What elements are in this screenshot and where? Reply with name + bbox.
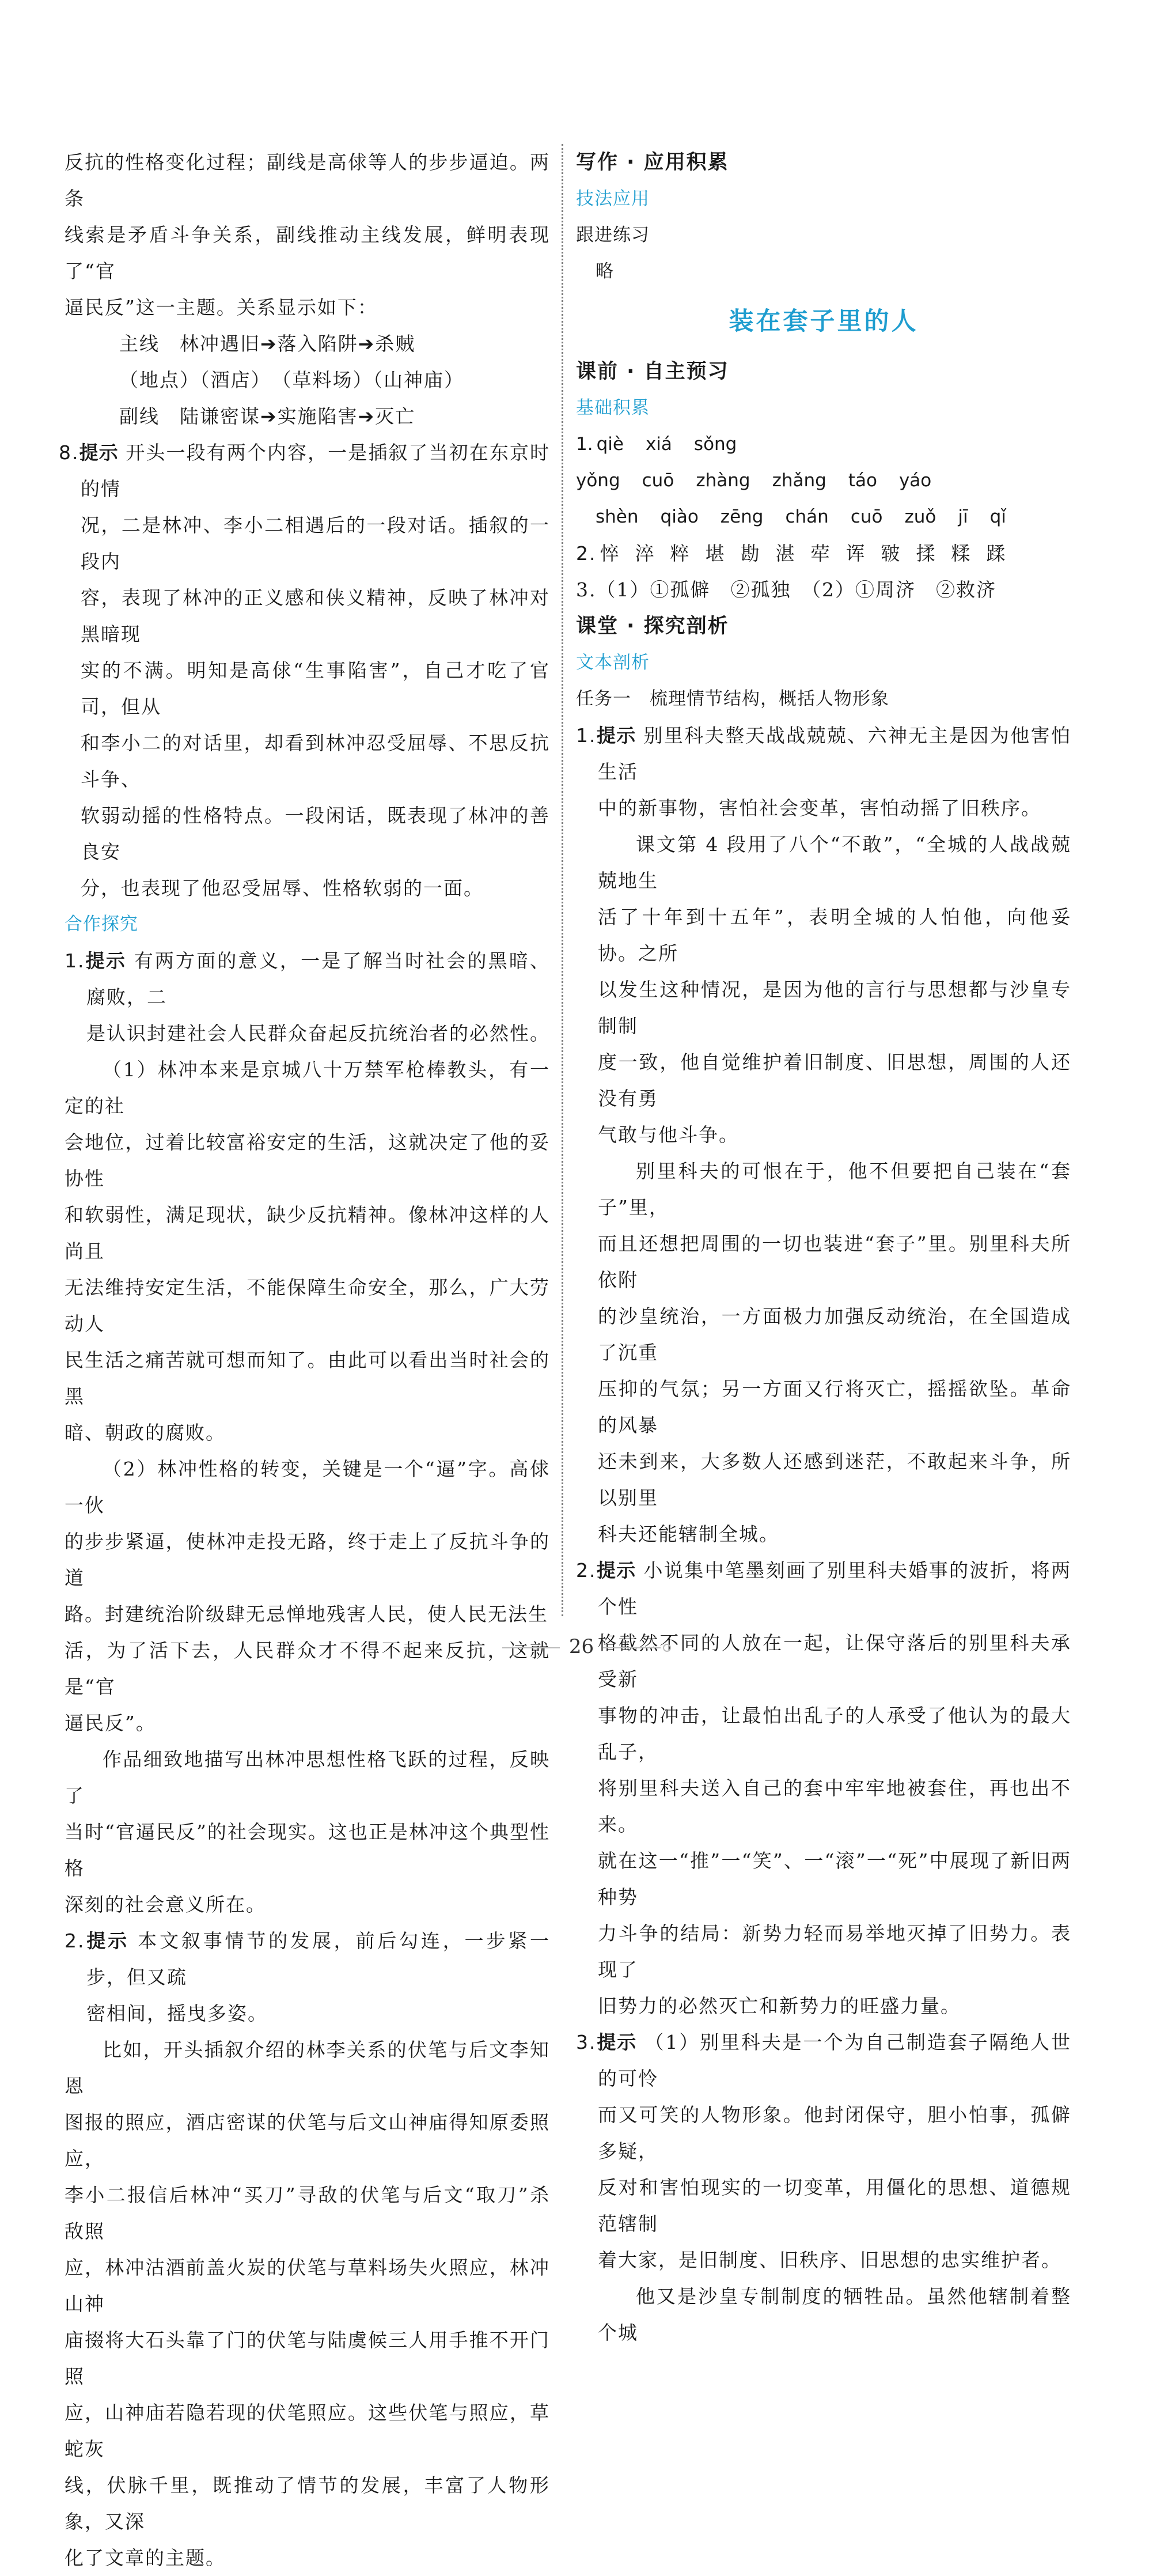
right-answer-2: 2.提示 小说集中笔墨刻画了别里科夫婚事的波折，将两个性 格截然不同的人放在一起，让保守落后的别里科夫承受新 事物的冲击，让最怕出乱子的人承受了他认为的最大乱子， 将别里科夫送入自己的套中牢牢地被套住，再也出不来。 就在这一“推”一“笑”、一“滚”一“死”中展现了新旧两种势 力斗争的结局：新势力轻而易举地灭掉了旧势力。表现了 旧势力的必然灭亡和新势力的旺盛力量。: [576, 1559, 1071, 2017]
heading-skill-application: 技法应用: [576, 188, 650, 209]
right-answer-3-part-1: 他又是沙皇专制制度的牺牲品。虽然他辖制着整个城: [598, 2285, 1071, 2344]
task-1: 任务一 梳理情节结构，概括人物形象: [576, 689, 889, 709]
column-divider: [562, 144, 563, 1616]
right-answer-1-part-1: 课文第 4 段用了八个“不敢”，“全城的人战战兢兢地生 活了十年到十五年”，表明全城的人怕他，向他妥协。之所 以发生这种情况，是因为他的言行与思想都与沙皇专制制 度一致，他自觉维护着旧制度、旧思想，周围的人还没有勇 气敢与他斗争。: [598, 833, 1071, 1146]
answer-1-part-1: （1）林冲本来是京城八十万禁军枪棒教头，有一定的社 会地位，过着比较富裕安定的生活，这就决定了他的妥协性 和软弱性，满足现状，缺少反抗精神。像林冲这样的人尚且 无法维持安定生活，不能保障生命安全，那么，广大劳动人 民生活之痛苦就可想而知了。由此可以看出当时社会的黑 暗、朝政的腐败。: [65, 1058, 550, 1444]
places-line: （地点）（酒店） （草料场）（山神庙）: [119, 369, 464, 391]
intro-paragraph: 反抗的性格变化过程；副线是高俅等人的步步逼迫。两条 线索是矛盾斗争关系，副线推动主线发展，鲜明表现了“官 逼民反”这一主题。关系显示如下：: [65, 151, 550, 319]
pinyin-row-2: shèn qiào zēng chán cuō zuǒ jī qǐ: [596, 506, 1006, 527]
follow-up-label: 跟进练习: [576, 225, 650, 245]
lesson-title: 装在套子里的人: [729, 307, 919, 336]
right-answer-1: 1.提示 别里科夫整天战战兢兢、六神无主是因为他害怕生活 中的新事物，害怕社会变革，害怕动摇了旧秩序。: [576, 724, 1071, 819]
pinyin-row-1: 1. qiè xiá sǒng yǒng cuō zhàng zhǎng táo yáo: [576, 434, 932, 491]
answer-1: 1.提示 有两方面的意义，一是了解当时社会的黑暗、腐败，二 是认识封建社会人民群众奋起反抗统治者的必然性。: [65, 950, 551, 1045]
page-footer: [0, 1635, 1164, 1658]
left-column: [59, 144, 551, 2576]
footer-rule-right: [603, 1647, 661, 1648]
page-number: 26: [568, 1635, 594, 1658]
answer-2-part-1: 比如，开头插叙介绍的林李关系的伏笔与后文李知恩 图报的照应，酒店密谋的伏笔与后文山神庙得知原委照应， 李小二报信后林冲“买刀”寻敌的伏笔与后文“取刀”杀敌照 应，林冲沽酒前盖火炭的伏笔与草料场失火照应，林冲山神 庙掇将大石头靠了门的伏笔与陆虞候三人用手推不开门照 应，山神庙若隐若现的伏笔照应。这些伏笔与照应，草蛇灰 线，伏脉千里，既推动了情节的发展，丰富了人物形象，又深 化了文章的主题。: [65, 2038, 550, 2569]
main-line: 主线 林冲遇旧➔落入陷阱➔杀贼: [119, 332, 416, 355]
footer-dot: [663, 1644, 671, 1652]
answer-1-part-2: （2）林冲性格的转变，关键是一个“逼”字。高俅一伙 的步步紧逼，使林冲走投无路，终于走上了反抗斗争的道 路。封建统治阶级肆无忌惮地残害人民，使人民无法生 活，为了活下去，人民群众才不得不起来反抗，这就是“官 逼民反”。: [65, 1458, 550, 1734]
answer-2: 2.提示 本文叙事情节的发展，前后勾连，一步紧一步，但又疏 密相间，摇曳多姿。: [65, 1930, 551, 2025]
answer-b3: 3.（1）①孤僻 ②孤独 （2）①周济 ②救济: [576, 578, 996, 601]
right-answer-1-part-2: 别里科夫的可恨在于，他不但要把自己装在“套子”里， 而且还想把周围的一切也装进“套子”里。别里科夫所依附 的沙皇统治，一方面极力加强反动统治，在全国造成了沉重 压抑的气氛；另一方面又行将灭亡，摇摇欲坠。革命的风暴 还未到来，大多数人还感到迷茫，不敢起来斗争，所以别里 科夫还能辖制全城。: [598, 1160, 1071, 1545]
right-answer-3: 3.提示 （1）别里科夫是一个为自己制造套子隔绝人世的可怜 而又可笑的人物形象。他封闭保守，胆小怕事，孤僻多疑， 反对和害怕现实的一切变革，用僵化的思想、道德规范辖制 着大家，是旧制度、旧秩序、旧思想的忠实维护者。: [576, 2031, 1071, 2271]
right-column: [576, 144, 1071, 2351]
section-class: 课堂 · 探究剖析: [576, 615, 729, 638]
answer-8: 8.提示 开头一段有两个内容，一是插叙了当初在东京时的情 况，二是林冲、李小二相遇后的一段对话。插叙的一段内 容，表现了林冲的正义感和侠义精神，反映了林冲对黑暗现 实的不满。明知是高俅“生事陷害”，自己才吃了官司，但从 和李小二的对话里，却看到林冲忍受屈辱、不思反抗斗争、 软弱动摇的性格特点。一段闲话，既表现了林冲的善良安 分，也表现了他忍受屈辱、性格软弱的一面。: [59, 441, 550, 899]
sub-line: 副线 陆谦密谋➔实施陷害➔灭亡: [119, 405, 416, 428]
characters-row: 2. 悴 淬 粹 堪 勘 湛 荦 诨 皲 揉 糅 蹂: [576, 542, 1007, 565]
footer-rule-left: [502, 1647, 560, 1648]
answer-1-part-3: 作品细致地描写出林冲思想性格飞跃的过程，反映了 当时“官逼民反”的社会现实。这也正是林冲这个典型性格 深刻的社会意义所在。: [65, 1748, 550, 1916]
heading-cooperative-inquiry: 合作探究: [65, 914, 138, 935]
follow-up-answer: 略: [596, 261, 614, 282]
section-writing: 写作 · 应用积累: [576, 151, 729, 174]
heading-basic-accumulation: 基础积累: [576, 398, 650, 418]
heading-text-analysis: 文本剖析: [576, 652, 650, 673]
section-preview: 课前 · 自主预习: [576, 360, 729, 383]
